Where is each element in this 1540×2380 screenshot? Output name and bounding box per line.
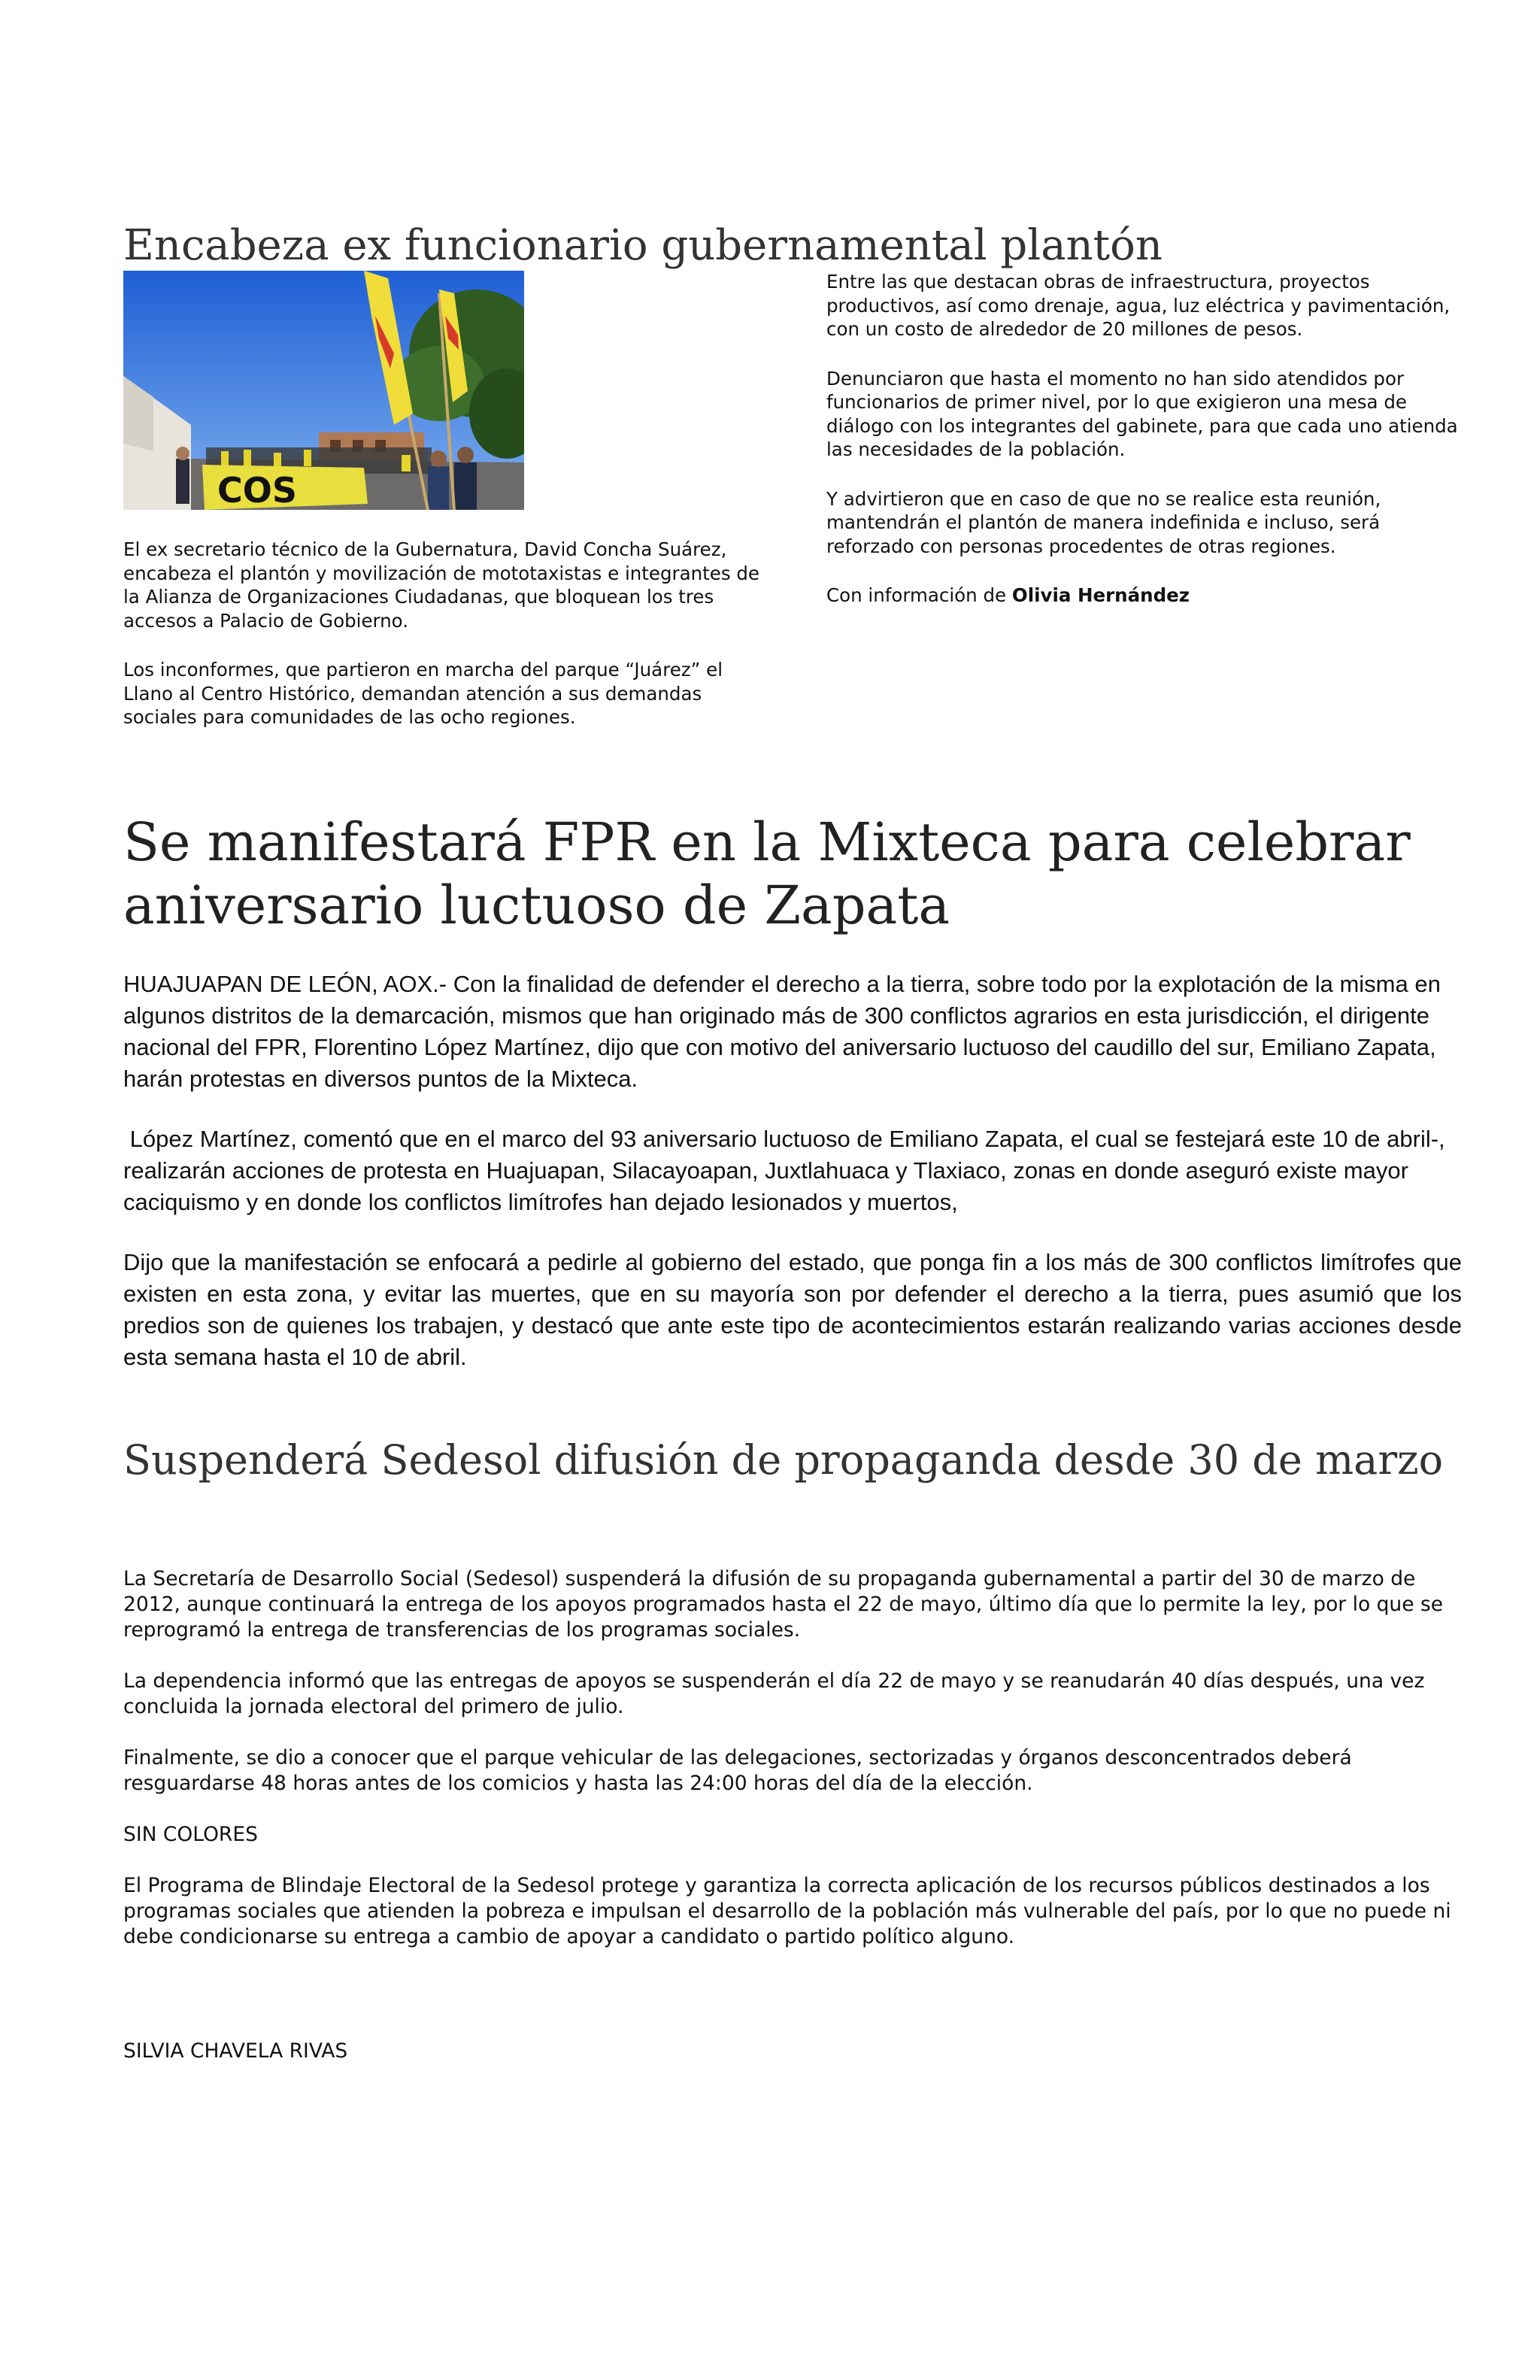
article1-paragraph: Denunciaron que hasta el momento no han sido atendidos por funcionarios de primer nivel, por lo que exigieron una mesa de diálogo con los integrantes del gabinete, para que cada uno atienda las necesidades de la población. — [826, 367, 1458, 460]
article1-paragraph: Los inconformes, que partieron en marcha del parque “Juárez” el Llano al Centro Histórico, demandan atención a sus demandas sociales para comunidades de las ocho regiones. — [123, 659, 723, 728]
article3-paragraph: La dependencia informó que las entregas de apoyos se suspenderán el día 22 de mayo y se reanudarán 40 días después, una vez concluida la jornada electoral del primero de julio. — [123, 1669, 1425, 1718]
article3-body — [123, 1566, 1469, 1975]
article1-paragraph: Entre las que destacan obras de infraestructura, proyectos productivos, así como drenaje, agua, luz eléctrica y pavimentación, con un costo de alrededor de 20 millones de pesos. — [826, 271, 1451, 340]
article1-right-column — [826, 270, 1473, 633]
article3-paragraph: El Programa de Blindaje Electoral de la Sedesol protege y garantiza la correcta aplicación de los recursos públicos destinados a los programas sociales que atienden la pobreza e impulsan el desarrollo de la población más vulnerable del país, por lo que no puede ni debe condicionarse su entrega a cambio de apoyar a candidato o partido político alguno. — [123, 1874, 1451, 1948]
article3-paragraph: La Secretaría de Desarrollo Social (Sedesol) suspenderá la difusión de su propaganda gubernamental a partir del 30 de marzo de 2012, aunque continuará la entrega de los apoyos programados hasta el 22 de mayo, último día que lo permite la ley, por lo que se reprogramó la entrega de transferencias de los programas sociales. — [123, 1567, 1444, 1642]
credit-author: Olivia Hernández — [1011, 584, 1190, 606]
article2-body — [123, 969, 1462, 1402]
article1-paragraph: Y advirtieron que en caso de que no se realice esta reunión, mantendrán el plantón de manera indefinida e incluso, será reforzado con personas procedentes de otras regiones. — [826, 487, 1381, 557]
article3-author: SILVIA CHAVELA RIVAS — [123, 2039, 348, 2063]
article1-credit — [826, 584, 1473, 608]
article3-paragraph: Finalmente, se dio a conocer que el parque vehicular de las delegaciones, sectorizadas y órganos desconcentrados deberá resguardarse 48 horas antes de los comicios y hasta las 24:00 horas del día de la elección. — [123, 1746, 1352, 1795]
article1-title: Encabeza ex funcionario gubernamental plantón — [123, 221, 1163, 270]
article2-title: Se manifestará FPR en la Mixteca para celebrar aniversario luctuoso de Zapata — [123, 811, 1411, 936]
article1-left-column — [123, 538, 778, 755]
article3-title: Suspenderá Sedesol difusión de propaganda desde 30 de marzo — [123, 1436, 1444, 1484]
article2-paragraph: López Martínez, comentó que en el marco del 93 aniversario luctuoso de Emiliano Zapata, el cual se festejará este 10 de abril-, realizarán acciones de protesta en Huajuapan, Silacayoapan, Juxtlahuaca y Tlaxiaco, zonas en donde aseguró existe mayor caciquismo y en donde los conflictos limítrofes han dejado lesionados y muertos, — [123, 1126, 1452, 1215]
credit-prefix: Con información de — [826, 584, 1012, 606]
article2-paragraph: HUAJUAPAN DE LEÓN, AOX.- Con la finalidad de defender el derecho a la tierra, sobre todo por la explotación de la misma en algunos distritos de la demarcación, mismos que han originado más de 300 conflictos agrarios en esta jurisdicción, el dirigente nacional del FPR, Florentino López Martínez, dijo que con motivo del aniversario luctuoso del caudillo del sur, Emiliano Zapata, harán protestas en diversos puntos de la Mixteca. — [123, 971, 1441, 1092]
article1-paragraph: El ex secretario técnico de la Gubernatura, David Concha Suárez, encabeza el plantón y movilización de mototaxistas e integrantes de la Alianza de Organizaciones Ciudadanas, que bloquean los tres accesos a Palacio de Gobierno. — [123, 538, 759, 632]
article3-subheading: SIN COLORES — [123, 1823, 258, 1846]
banner-text: COS — [217, 470, 297, 510]
article2-paragraph: Dijo que la manifestación se enfocará a pedirle al gobierno del estado, que ponga fin a los más de 300 conflictos limítrofes que existen en esta zona, y evitar las muertes, que en su mayoría son por defender el derecho a la tierra, pues asumió que los predios son de quienes los trabajen, y destacó que ante este tipo de acontecimientos estarán realizando varias acciones desde esta semana hasta el 10 de abril. — [123, 1249, 1462, 1370]
article1-photo — [123, 271, 524, 510]
